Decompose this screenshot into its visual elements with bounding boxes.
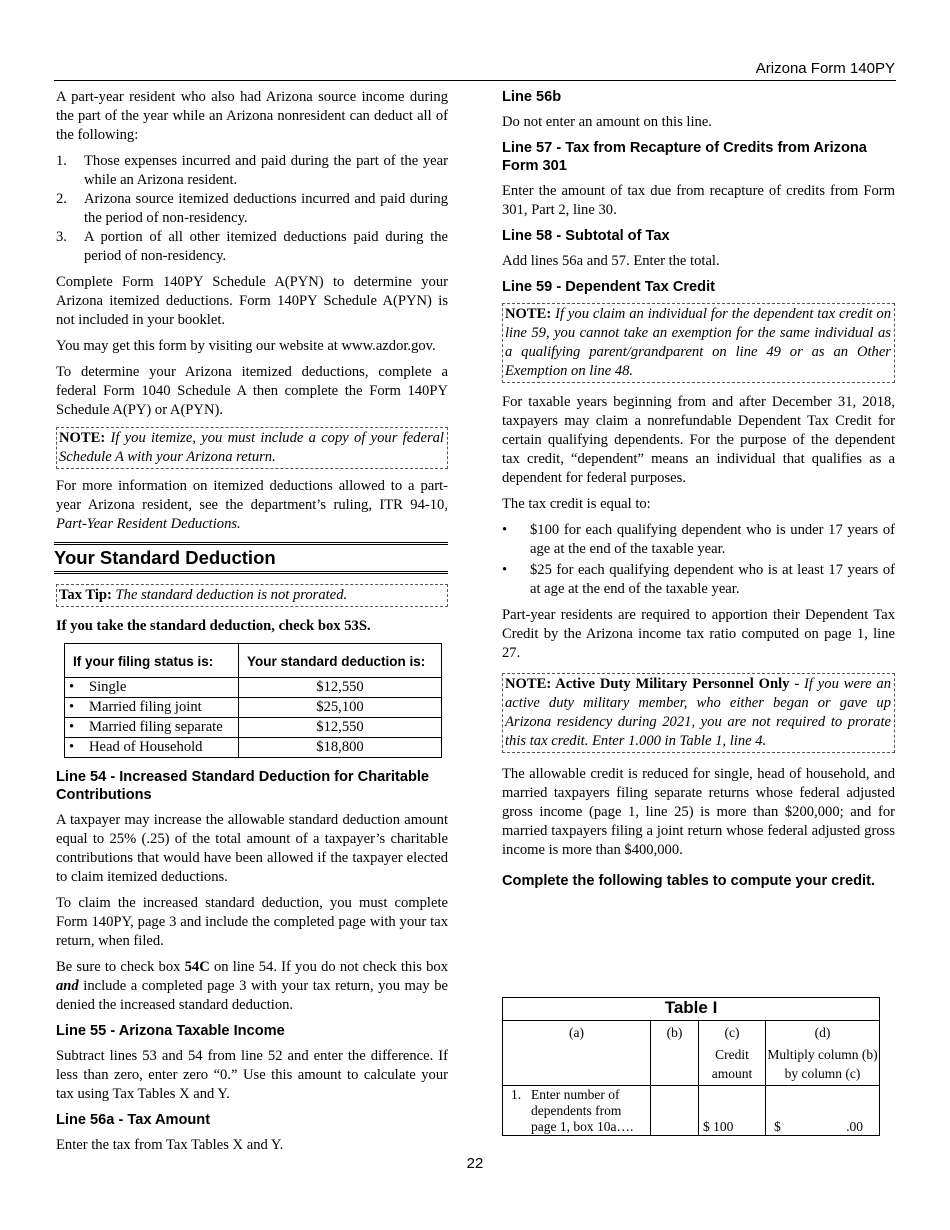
table-row — [503, 1086, 880, 1136]
deduction-list — [56, 152, 448, 266]
list-number: 2. — [56, 191, 67, 207]
bullet-icon: • — [69, 719, 75, 735]
taxable-years-paragraph: For taxable years beginning from and after December 31, 2018, taxpayers may claim a nonrefundable Dependent Tax Credit for certain qualifying dependents. For the purpose of the dependent tax credit, “dependent” means an individual that qualifies as a dependent for federal purposes. — [502, 394, 895, 486]
line57-heading: Line 57 - Tax from Recapture of Credits from Arizona Form 301 — [502, 140, 867, 174]
intro-paragraph: A part-year resident who also had Arizona source income during the part of the year while an Arizona nonresident can deduct all of the following: — [56, 89, 448, 143]
col-d-sub: Multiply column (b) by column (c) — [766, 1044, 880, 1086]
row1-result-input[interactable] — [766, 1086, 880, 1136]
empty-cell — [503, 1044, 651, 1086]
line54-paragraph-1: A taxpayer may increase the allowable standard deduction amount equal to 25% (.25) of the total amount of a taxpayer’s charitable contributions that would have been allowed if the taxpayer elected to claim itemized deductions. — [56, 812, 448, 885]
credit-equal-paragraph: The tax credit is equal to: — [502, 496, 651, 512]
note-text: If you were an active duty military member, who either began or gave up Arizona residency during 2021, you are not required to prorate this tax credit. Enter 1.000 in Table 1, line 4. — [505, 676, 891, 749]
bullet-icon: • — [69, 679, 75, 695]
list-item — [502, 521, 895, 559]
table-row — [65, 738, 442, 758]
table-row — [65, 718, 442, 738]
table-header-status: If your filing status is: — [65, 644, 239, 678]
line55-heading: Line 55 - Arizona Taxable Income — [56, 1023, 285, 1039]
col-d-header: (d) — [766, 1021, 880, 1045]
col-b-header: (b) — [651, 1021, 699, 1045]
dollar-sign: $ — [774, 1119, 781, 1134]
line58-heading: Line 58 - Subtotal of Tax — [502, 228, 670, 244]
deduction-amount: $12,550 — [239, 678, 442, 698]
filing-status: Married filing joint — [89, 699, 202, 715]
dependents-count-input[interactable] — [651, 1086, 699, 1136]
form-title: Arizona Form 140PY — [755, 60, 895, 77]
text-segment: Be sure to check box — [56, 959, 181, 975]
list-text: A portion of all other itemized deductions paid during the period of non-residency. — [84, 229, 448, 264]
table-i-title: Table I — [503, 998, 880, 1021]
dependent-note — [502, 303, 895, 383]
note-label: NOTE: — [59, 430, 106, 446]
col-c-header: (c) — [699, 1021, 766, 1045]
list-number: 3. — [56, 229, 67, 245]
page-number: 22 — [466, 1155, 484, 1172]
line56a-paragraph: Enter the tax from Tax Tables X and Y. — [56, 1137, 284, 1153]
list-item — [56, 190, 448, 228]
line54-heading: Line 54 - Increased Standard Deduction for Charitable Contributions — [56, 769, 430, 803]
check-box-text: If you take the standard deduction, check box 53S. — [56, 618, 371, 634]
ruling-title: Part-Year Resident Deductions. — [56, 516, 241, 532]
list-item — [502, 561, 895, 599]
right-column — [502, 88, 895, 897]
line56b-heading: Line 56b — [502, 89, 562, 105]
row1-label-cell — [503, 1086, 651, 1136]
more-info-paragraph — [56, 477, 448, 534]
military-note — [502, 673, 895, 753]
note-text: If you claim an individual for the dependent tax credit on line 59, you cannot take an exemption for the same individual as a qualifying parent/grandparent on line 49 or as an Other Exemption on line 48. — [505, 306, 892, 379]
empty-cell — [651, 1044, 699, 1086]
filing-status: Head of Household — [89, 739, 203, 755]
bullet-icon: • — [502, 522, 508, 538]
box-54c: 54C — [184, 959, 210, 975]
deduction-amount: $12,550 — [239, 718, 442, 738]
complete-tables-heading: Complete the following tables to compute your credit. — [502, 873, 875, 889]
determine-paragraph: To determine your Arizona itemized deductions, complete a federal Form 1040 Schedule A then complete the Form 140PY Schedule A(PY) or A(PYN). — [56, 364, 448, 418]
text-segment: include a completed page 3 with your tax return, you may be denied the increased standard deduction. — [56, 978, 448, 1013]
bullet-text: $100 for each qualifying dependent who is under 17 years of age at the end of the taxable year. — [530, 522, 895, 557]
list-text: Arizona source itemized deductions incurred and paid during the period of non-residency. — [84, 191, 448, 226]
standard-deduction-heading: Your Standard Deduction — [54, 542, 448, 574]
bullet-icon: • — [69, 739, 75, 755]
col-a-header: (a) — [503, 1021, 651, 1045]
line59-heading: Line 59 - Dependent Tax Credit — [502, 279, 715, 295]
row-number: 1. — [511, 1087, 522, 1102]
note-label: NOTE: — [505, 306, 552, 322]
deduction-amount: $25,100 — [239, 698, 442, 718]
header-rule — [54, 80, 896, 81]
line54-paragraph-3 — [56, 958, 448, 1015]
complete-paragraph: Complete Form 140PY Schedule A(PYN) to determine your Arizona itemized deductions. Form 140PY Schedule A(PYN) is not included in your booklet. — [56, 274, 448, 328]
reduced-credit-paragraph: The allowable credit is reduced for single, head of household, and married taxpayers filing separate returns whose federal adjusted gross income (page 1, line 25) is more than $200,000; and for married taxpayers filing a joint return whose federal adjusted gross income is more than $400,000. — [502, 766, 895, 858]
bullet-icon: • — [69, 699, 75, 715]
emphasis-and: and — [56, 978, 79, 994]
line58-paragraph: Add lines 56a and 57. Enter the total. — [502, 253, 720, 269]
list-item — [56, 152, 448, 190]
line55-paragraph: Subtract lines 53 and 54 from line 52 and enter the difference. If less than zero, enter zero “0.” Use this amount to calculate your tax using Tax Tables X and Y. — [56, 1048, 448, 1102]
line57-paragraph: Enter the amount of tax due from recapture of credits from Form 301, Part 2, line 30. — [502, 183, 895, 218]
table-i — [502, 997, 880, 1136]
col-c-sub: Credit amount — [699, 1044, 766, 1086]
note-label: NOTE: Active Duty Military Personnel Only - — [505, 676, 800, 692]
list-text: Those expenses incurred and paid during the part of the year while an Arizona resident. — [84, 153, 448, 188]
table-row — [65, 698, 442, 718]
table-row — [65, 678, 442, 698]
bullet-text: $25 for each qualifying dependent who is at least 17 years of at age at the end of the taxable year. — [530, 562, 895, 597]
note-text: If you itemize, you must include a copy of your federal Schedule A with your Arizona return. — [59, 430, 444, 465]
line56a-heading: Line 56a - Tax Amount — [56, 1112, 211, 1128]
tax-tip-note — [56, 584, 448, 607]
deduction-amount: $18,800 — [239, 738, 442, 758]
row-label: Enter number of dependents from page 1, box 10a…. — [531, 1087, 634, 1134]
check-box-instruction — [56, 617, 448, 636]
left-column — [56, 88, 448, 1162]
text-segment: on line 54. If you do not check this box — [213, 959, 448, 975]
filing-status: Single — [89, 679, 127, 695]
list-item — [56, 228, 448, 266]
standard-deduction-table — [64, 643, 442, 758]
credit-amount: $ 100 — [699, 1086, 766, 1136]
itemize-note — [56, 427, 448, 469]
bullet-icon: • — [502, 562, 508, 578]
line56b-paragraph: Do not enter an amount on this line. — [502, 114, 712, 130]
list-number: 1. — [56, 153, 67, 169]
credit-bullets — [502, 521, 895, 599]
more-info-text: For more information on itemized deductions allowed to a part-year Arizona resident, see the department’s ruling, ITR 94-10, — [56, 478, 448, 513]
tax-tip-text: The standard deduction is not prorated. — [115, 587, 348, 603]
table-header-deduction: Your standard deduction is: — [239, 644, 442, 678]
cents: .00 — [846, 1119, 863, 1134]
tax-tip-label: Tax Tip: — [59, 587, 112, 603]
line54-paragraph-2: To claim the increased standard deduction, you must complete Form 140PY, page 3 and include the completed page with your tax return, when filed. — [56, 895, 448, 949]
filing-status: Married filing separate — [89, 719, 223, 735]
apportion-paragraph: Part-year residents are required to apportion their Dependent Tax Credit by the Arizona income tax ratio computed on page 1, line 27. — [502, 607, 895, 661]
website-paragraph: You may get this form by visiting our website at www.azdor.gov. — [56, 338, 436, 354]
